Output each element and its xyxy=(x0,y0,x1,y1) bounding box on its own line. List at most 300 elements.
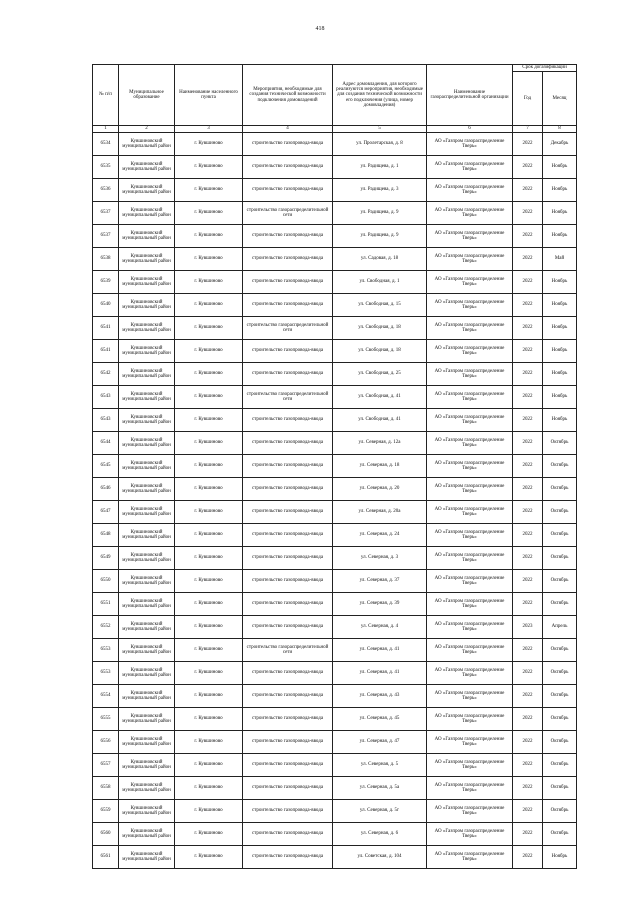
row-number: 6544 xyxy=(93,432,119,455)
row-year: 2022 xyxy=(513,501,543,524)
table-row xyxy=(93,271,577,294)
row-measure: строительство газопровода-ввода xyxy=(243,777,333,800)
row-municipality: Кувшиновский муниципальный район xyxy=(119,662,175,685)
row-number: 6553 xyxy=(93,639,119,662)
row-municipality: Кувшиновский муниципальный район xyxy=(119,593,175,616)
row-measure: строительство газопровода-ввода xyxy=(243,823,333,846)
row-measure: строительство газопровода-ввода xyxy=(243,409,333,432)
column-number: 3 xyxy=(175,126,243,133)
row-number: 6543 xyxy=(93,409,119,432)
row-year: 2022 xyxy=(513,639,543,662)
row-measure: строительство газопровода-ввода xyxy=(243,662,333,685)
table-row xyxy=(93,478,577,501)
table-row xyxy=(93,823,577,846)
table-row xyxy=(93,455,577,478)
row-organization: АО «Газпром газораспределение Тверь» xyxy=(427,432,513,455)
row-address: ул. Северная, д. 47 xyxy=(333,731,427,754)
row-organization: АО «Газпром газораспределение Тверь» xyxy=(427,179,513,202)
row-address: ул. Северная, д. 37 xyxy=(333,570,427,593)
row-municipality: Кувшиновский муниципальный район xyxy=(119,225,175,248)
row-number: 6534 xyxy=(93,133,119,156)
row-year: 2022 xyxy=(513,179,543,202)
row-year: 2022 xyxy=(513,547,543,570)
row-month: Октябрь xyxy=(543,731,577,754)
row-measure: строительство газопровода-ввода xyxy=(243,731,333,754)
row-settlement: г. Кувшиново xyxy=(175,754,243,777)
row-municipality: Кувшиновский муниципальный район xyxy=(119,340,175,363)
row-address: ул. Северная, д. 6 xyxy=(333,823,427,846)
row-number: 6557 xyxy=(93,754,119,777)
row-municipality: Кувшиновский муниципальный район xyxy=(119,317,175,340)
row-measure: строительство газопровода-ввода xyxy=(243,248,333,271)
row-number: 6537 xyxy=(93,202,119,225)
table-row xyxy=(93,386,577,409)
row-year: 2022 xyxy=(513,386,543,409)
row-measure: строительство газопровода-ввода xyxy=(243,455,333,478)
row-address: ул. Садовая, д. 18 xyxy=(333,248,427,271)
row-settlement: г. Кувшиново xyxy=(175,639,243,662)
row-organization: АО «Газпром газораспределение Тверь» xyxy=(427,547,513,570)
row-municipality: Кувшиновский муниципальный район xyxy=(119,386,175,409)
table-row xyxy=(93,800,577,823)
row-municipality: Кувшиновский муниципальный район xyxy=(119,777,175,800)
row-measure: строительство газораспределительной сети xyxy=(243,386,333,409)
row-organization: АО «Газпром газораспределение Тверь» xyxy=(427,501,513,524)
row-number: 6561 xyxy=(93,846,119,869)
row-settlement: г. Кувшиново xyxy=(175,156,243,179)
row-measure: строительство газопровода-ввода xyxy=(243,846,333,869)
row-measure: строительство газопровода-ввода xyxy=(243,570,333,593)
row-year: 2022 xyxy=(513,363,543,386)
row-month: Октябрь xyxy=(543,524,577,547)
row-municipality: Кувшиновский муниципальный район xyxy=(119,524,175,547)
row-organization: АО «Газпром газораспределение Тверь» xyxy=(427,133,513,156)
row-address: ул. Северная, д. 41 xyxy=(333,639,427,662)
header-measure: Мероприятия, необходимые для создания технической возможности подключения домовладений xyxy=(243,65,333,126)
row-year: 2022 xyxy=(513,570,543,593)
row-year: 2022 xyxy=(513,731,543,754)
row-year: 2022 xyxy=(513,133,543,156)
row-measure: строительство газопровода-ввода xyxy=(243,271,333,294)
row-year: 2022 xyxy=(513,317,543,340)
row-municipality: Кувшиновский муниципальный район xyxy=(119,616,175,639)
row-settlement: г. Кувшиново xyxy=(175,271,243,294)
row-address: ул. Северная, д. 4 xyxy=(333,616,427,639)
row-settlement: г. Кувшиново xyxy=(175,133,243,156)
row-settlement: г. Кувшиново xyxy=(175,225,243,248)
row-month: Ноябрь xyxy=(543,363,577,386)
row-month: Октябрь xyxy=(543,547,577,570)
column-number: 4 xyxy=(243,126,333,133)
row-month: Ноябрь xyxy=(543,156,577,179)
row-month: Октябрь xyxy=(543,662,577,685)
row-settlement: г. Кувшиново xyxy=(175,501,243,524)
row-month: Октябрь xyxy=(543,823,577,846)
row-address: ул. Свободная, д. 25 xyxy=(333,363,427,386)
row-organization: АО «Газпром газораспределение Тверь» xyxy=(427,777,513,800)
row-municipality: Кувшиновский муниципальный район xyxy=(119,271,175,294)
row-year: 2022 xyxy=(513,478,543,501)
row-municipality: Кувшиновский муниципальный район xyxy=(119,248,175,271)
row-number: 6541 xyxy=(93,340,119,363)
row-organization: АО «Газпром газораспределение Тверь» xyxy=(427,455,513,478)
row-organization: АО «Газпром газораспределение Тверь» xyxy=(427,639,513,662)
row-organization: АО «Газпром газораспределение Тверь» xyxy=(427,271,513,294)
row-settlement: г. Кувшиново xyxy=(175,570,243,593)
row-year: 2022 xyxy=(513,409,543,432)
table-row xyxy=(93,179,577,202)
row-organization: АО «Газпром газораспределение Тверь» xyxy=(427,363,513,386)
row-number: 6560 xyxy=(93,823,119,846)
row-measure: строительство газопровода-ввода xyxy=(243,754,333,777)
header-num: № п/п xyxy=(93,65,119,126)
row-year: 2022 xyxy=(513,294,543,317)
row-number: 6542 xyxy=(93,363,119,386)
row-settlement: г. Кувшиново xyxy=(175,616,243,639)
row-year: 2022 xyxy=(513,156,543,179)
row-measure: строительство газопровода-ввода xyxy=(243,179,333,202)
column-number: 1 xyxy=(93,126,119,133)
row-organization: АО «Газпром газораспределение Тверь» xyxy=(427,731,513,754)
row-month: Октябрь xyxy=(543,478,577,501)
row-number: 6551 xyxy=(93,593,119,616)
table-row xyxy=(93,340,577,363)
row-measure: строительство газораспределительной сети xyxy=(243,202,333,225)
row-settlement: г. Кувшиново xyxy=(175,432,243,455)
row-number: 6538 xyxy=(93,248,119,271)
row-address: ул. Свободная, д. 18 xyxy=(333,317,427,340)
row-settlement: г. Кувшиново xyxy=(175,294,243,317)
header-address: Адрес домовладения, для которого реализуются мероприятия, необходимые для создания технической возможности его подключения (улица, номер домовладения) xyxy=(333,65,427,126)
row-measure: строительство газопровода-ввода xyxy=(243,225,333,248)
row-measure: строительство газопровода-ввода xyxy=(243,363,333,386)
page-number: 418 xyxy=(315,26,325,32)
row-address: ул. Свободная, д. 41 xyxy=(333,409,427,432)
table-row xyxy=(93,294,577,317)
row-measure: строительство газопровода-ввода xyxy=(243,478,333,501)
row-year: 2022 xyxy=(513,524,543,547)
row-month: Ноябрь xyxy=(543,271,577,294)
row-month: Октябрь xyxy=(543,455,577,478)
row-settlement: г. Кувшиново xyxy=(175,409,243,432)
row-year: 2022 xyxy=(513,225,543,248)
row-measure: строительство газопровода-ввода xyxy=(243,340,333,363)
row-address: ул. Северная, д. 41 xyxy=(333,662,427,685)
row-month: Ноябрь xyxy=(543,225,577,248)
row-organization: АО «Газпром газораспределение Тверь» xyxy=(427,823,513,846)
row-number: 6550 xyxy=(93,570,119,593)
row-month: Октябрь xyxy=(543,501,577,524)
row-organization: АО «Газпром газораспределение Тверь» xyxy=(427,248,513,271)
row-number: 6543 xyxy=(93,386,119,409)
row-month: Октябрь xyxy=(543,685,577,708)
row-settlement: г. Кувшиново xyxy=(175,317,243,340)
row-number: 6555 xyxy=(93,708,119,731)
row-municipality: Кувшиновский муниципальный район xyxy=(119,432,175,455)
row-month: Ноябрь xyxy=(543,386,577,409)
table-row xyxy=(93,501,577,524)
table-row xyxy=(93,363,577,386)
row-organization: АО «Газпром газораспределение Тверь» xyxy=(427,225,513,248)
row-year: 2022 xyxy=(513,248,543,271)
row-address: ул. Пролетарская, д. 8 xyxy=(333,133,427,156)
row-measure: строительство газопровода-ввода xyxy=(243,524,333,547)
row-month: Ноябрь xyxy=(543,846,577,869)
row-organization: АО «Газпром газораспределение Тверь» xyxy=(427,478,513,501)
column-number: 2 xyxy=(119,126,175,133)
row-number: 6552 xyxy=(93,616,119,639)
row-number: 6553 xyxy=(93,662,119,685)
row-number: 6536 xyxy=(93,179,119,202)
row-organization: АО «Газпром газораспределение Тверь» xyxy=(427,846,513,869)
row-year: 2022 xyxy=(513,685,543,708)
row-address: ул. Радищева, д. 9 xyxy=(333,225,427,248)
row-settlement: г. Кувшиново xyxy=(175,662,243,685)
header-settlement: Наименование населенного пункта xyxy=(175,65,243,126)
row-measure: строительство газопровода-ввода xyxy=(243,294,333,317)
row-measure: строительство газораспределительной сети xyxy=(243,317,333,340)
table-row xyxy=(93,432,577,455)
row-year: 2022 xyxy=(513,593,543,616)
row-organization: АО «Газпром газораспределение Тверь» xyxy=(427,685,513,708)
row-measure: строительство газопровода-ввода xyxy=(243,156,333,179)
row-address: ул. Радищева, д. 3 xyxy=(333,179,427,202)
row-number: 6539 xyxy=(93,271,119,294)
row-municipality: Кувшиновский муниципальный район xyxy=(119,179,175,202)
row-municipality: Кувшиновский муниципальный район xyxy=(119,685,175,708)
row-address: ул. Северная, д. 18 xyxy=(333,455,427,478)
row-municipality: Кувшиновский муниципальный район xyxy=(119,754,175,777)
column-number-row xyxy=(93,126,577,133)
row-settlement: г. Кувшиново xyxy=(175,478,243,501)
row-organization: АО «Газпром газораспределение Тверь» xyxy=(427,340,513,363)
table-row xyxy=(93,777,577,800)
row-number: 6548 xyxy=(93,524,119,547)
row-measure: строительство газопровода-ввода xyxy=(243,432,333,455)
row-year: 2022 xyxy=(513,846,543,869)
row-number: 6535 xyxy=(93,156,119,179)
row-organization: АО «Газпром газораспределение Тверь» xyxy=(427,593,513,616)
row-year: 2022 xyxy=(513,777,543,800)
row-organization: АО «Газпром газораспределение Тверь» xyxy=(427,386,513,409)
row-year: 2022 xyxy=(513,202,543,225)
row-organization: АО «Газпром газораспределение Тверь» xyxy=(427,800,513,823)
row-year: 2022 xyxy=(513,432,543,455)
row-settlement: г. Кувшиново xyxy=(175,823,243,846)
row-month: Октябрь xyxy=(543,570,577,593)
column-number: 6 xyxy=(427,126,513,133)
header-year: Год xyxy=(513,72,543,126)
row-address: ул. Северная, д. 20а xyxy=(333,501,427,524)
gasification-table xyxy=(92,64,577,869)
row-address: ул. Северная, д. 39 xyxy=(333,593,427,616)
table-row xyxy=(93,685,577,708)
row-address: ул. Советская, д. 104 xyxy=(333,846,427,869)
table-row xyxy=(93,202,577,225)
row-settlement: г. Кувшиново xyxy=(175,363,243,386)
row-settlement: г. Кувшиново xyxy=(175,593,243,616)
row-month: Май xyxy=(543,248,577,271)
header-deadline: Срок догазификации xyxy=(513,65,577,72)
row-address: ул. Свободная, д. 15 xyxy=(333,294,427,317)
row-settlement: г. Кувшиново xyxy=(175,685,243,708)
row-measure: строительство газораспределительной сети xyxy=(243,639,333,662)
row-address: ул. Северная, д. 43 xyxy=(333,685,427,708)
row-municipality: Кувшиновский муниципальный район xyxy=(119,570,175,593)
row-address: ул. Северная, д. 5а xyxy=(333,777,427,800)
row-month: Ноябрь xyxy=(543,317,577,340)
row-municipality: Кувшиновский муниципальный район xyxy=(119,478,175,501)
row-address: ул. Радищева, д. 1 xyxy=(333,156,427,179)
table-row xyxy=(93,754,577,777)
row-year: 2023 xyxy=(513,616,543,639)
row-settlement: г. Кувшиново xyxy=(175,524,243,547)
row-number: 6547 xyxy=(93,501,119,524)
row-measure: строительство газопровода-ввода xyxy=(243,800,333,823)
table-row xyxy=(93,708,577,731)
table-row xyxy=(93,662,577,685)
row-number: 6549 xyxy=(93,547,119,570)
row-measure: строительство газопровода-ввода xyxy=(243,133,333,156)
row-measure: строительство газопровода-ввода xyxy=(243,708,333,731)
row-settlement: г. Кувшиново xyxy=(175,386,243,409)
row-settlement: г. Кувшиново xyxy=(175,708,243,731)
row-number: 6537 xyxy=(93,225,119,248)
row-municipality: Кувшиновский муниципальный район xyxy=(119,133,175,156)
row-month: Декабрь xyxy=(543,133,577,156)
row-measure: строительство газопровода-ввода xyxy=(243,685,333,708)
row-address: ул. Северная, д. 5г xyxy=(333,800,427,823)
row-settlement: г. Кувшиново xyxy=(175,202,243,225)
row-year: 2022 xyxy=(513,708,543,731)
row-month: Октябрь xyxy=(543,708,577,731)
row-number: 6541 xyxy=(93,317,119,340)
row-municipality: Кувшиновский муниципальный район xyxy=(119,455,175,478)
row-year: 2022 xyxy=(513,340,543,363)
row-organization: АО «Газпром газораспределение Тверь» xyxy=(427,294,513,317)
row-settlement: г. Кувшиново xyxy=(175,547,243,570)
row-municipality: Кувшиновский муниципальный район xyxy=(119,731,175,754)
row-municipality: Кувшиновский муниципальный район xyxy=(119,547,175,570)
row-settlement: г. Кувшиново xyxy=(175,731,243,754)
row-settlement: г. Кувшиново xyxy=(175,248,243,271)
table-row xyxy=(93,524,577,547)
column-number: 8 xyxy=(543,126,577,133)
row-month: Ноябрь xyxy=(543,294,577,317)
table-row xyxy=(93,639,577,662)
row-year: 2022 xyxy=(513,800,543,823)
row-address: ул. Северная, д. 12а xyxy=(333,432,427,455)
row-measure: строительство газопровода-ввода xyxy=(243,616,333,639)
row-organization: АО «Газпром газораспределение Тверь» xyxy=(427,708,513,731)
table-row xyxy=(93,593,577,616)
row-month: Октябрь xyxy=(543,800,577,823)
row-number: 6559 xyxy=(93,800,119,823)
row-settlement: г. Кувшиново xyxy=(175,777,243,800)
row-number: 6546 xyxy=(93,478,119,501)
row-address: ул. Свободная, д. 18 xyxy=(333,340,427,363)
row-settlement: г. Кувшиново xyxy=(175,340,243,363)
row-year: 2022 xyxy=(513,754,543,777)
row-municipality: Кувшиновский муниципальный район xyxy=(119,846,175,869)
table-row xyxy=(93,133,577,156)
header-organization: Наименование газораспределительной организации xyxy=(427,65,513,126)
row-month: Апрель xyxy=(543,616,577,639)
row-organization: АО «Газпром газораспределение Тверь» xyxy=(427,156,513,179)
row-year: 2022 xyxy=(513,271,543,294)
row-number: 6554 xyxy=(93,685,119,708)
row-number: 6540 xyxy=(93,294,119,317)
row-month: Ноябрь xyxy=(543,179,577,202)
column-number: 7 xyxy=(513,126,543,133)
row-month: Октябрь xyxy=(543,777,577,800)
table-row xyxy=(93,570,577,593)
row-month: Октябрь xyxy=(543,639,577,662)
table-row xyxy=(93,225,577,248)
table-row xyxy=(93,317,577,340)
row-measure: строительство газопровода-ввода xyxy=(243,593,333,616)
row-number: 6558 xyxy=(93,777,119,800)
row-year: 2022 xyxy=(513,662,543,685)
row-address: ул. Северная, д. 24 xyxy=(333,524,427,547)
row-organization: АО «Газпром газораспределение Тверь» xyxy=(427,662,513,685)
row-organization: АО «Газпром газораспределение Тверь» xyxy=(427,202,513,225)
row-month: Ноябрь xyxy=(543,409,577,432)
row-number: 6556 xyxy=(93,731,119,754)
row-address: ул. Северная, д. 45 xyxy=(333,708,427,731)
row-address: ул. Свободная, д. 1 xyxy=(333,271,427,294)
row-municipality: Кувшиновский муниципальный район xyxy=(119,800,175,823)
row-year: 2022 xyxy=(513,455,543,478)
table-row xyxy=(93,846,577,869)
row-municipality: Кувшиновский муниципальный район xyxy=(119,202,175,225)
row-address: ул. Северная, д. 3 xyxy=(333,547,427,570)
row-municipality: Кувшиновский муниципальный район xyxy=(119,294,175,317)
header-month: Месяц xyxy=(543,72,577,126)
row-settlement: г. Кувшиново xyxy=(175,800,243,823)
table-row xyxy=(93,248,577,271)
row-address: ул. Радищева, д. 9 xyxy=(333,202,427,225)
header-municipality: Муниципальное образование xyxy=(119,65,175,126)
row-month: Ноябрь xyxy=(543,340,577,363)
row-municipality: Кувшиновский муниципальный район xyxy=(119,823,175,846)
row-municipality: Кувшиновский муниципальный район xyxy=(119,501,175,524)
table-body xyxy=(93,133,577,869)
row-address: ул. Северная, д. 20 xyxy=(333,478,427,501)
row-organization: АО «Газпром газораспределение Тверь» xyxy=(427,524,513,547)
table-row xyxy=(93,731,577,754)
row-month: Октябрь xyxy=(543,432,577,455)
row-year: 2022 xyxy=(513,823,543,846)
row-municipality: Кувшиновский муниципальный район xyxy=(119,156,175,179)
row-organization: АО «Газпром газораспределение Тверь» xyxy=(427,317,513,340)
table-row xyxy=(93,547,577,570)
row-settlement: г. Кувшиново xyxy=(175,846,243,869)
row-organization: АО «Газпром газораспределение Тверь» xyxy=(427,409,513,432)
row-municipality: Кувшиновский муниципальный район xyxy=(119,363,175,386)
table-row xyxy=(93,616,577,639)
row-settlement: г. Кувшиново xyxy=(175,179,243,202)
row-settlement: г. Кувшиново xyxy=(175,455,243,478)
table-row xyxy=(93,156,577,179)
row-organization: АО «Газпром газораспределение Тверь» xyxy=(427,754,513,777)
row-month: Октябрь xyxy=(543,754,577,777)
row-organization: АО «Газпром газораспределение Тверь» xyxy=(427,616,513,639)
row-municipality: Кувшиновский муниципальный район xyxy=(119,639,175,662)
row-municipality: Кувшиновский муниципальный район xyxy=(119,409,175,432)
row-month: Ноябрь xyxy=(543,202,577,225)
column-number: 5 xyxy=(333,126,427,133)
